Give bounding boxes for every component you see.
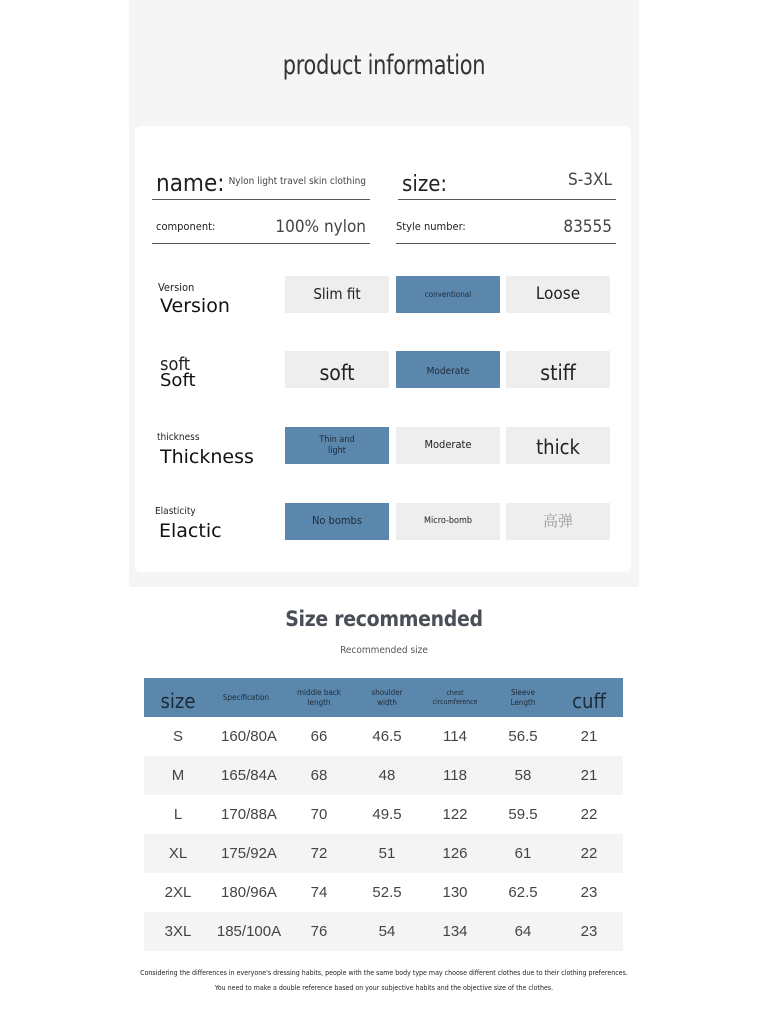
cell-shoulder-width: 52.5 bbox=[372, 884, 402, 901]
cell-specification: 175/92A bbox=[221, 845, 277, 862]
cell-size: S bbox=[172, 728, 183, 745]
header-chest-circumference: chest circumference bbox=[432, 689, 478, 706]
cell-size: M bbox=[171, 767, 185, 784]
cell-size: 3XL bbox=[164, 923, 192, 940]
header-specification: Specification bbox=[222, 692, 270, 702]
style-number-value: 83555 bbox=[563, 217, 612, 237]
elasticity-option-no-bombs: No bombs bbox=[285, 503, 389, 540]
cell-chest: 134 bbox=[442, 923, 468, 940]
cell-cuff: 22 bbox=[580, 845, 598, 862]
thickness-option-thick: thick bbox=[506, 427, 610, 464]
table-row bbox=[144, 756, 623, 795]
soft-label-small: soft bbox=[160, 354, 191, 375]
elasticity-label-large: Elactic bbox=[159, 520, 222, 542]
cell-back-length: 76 bbox=[310, 923, 328, 940]
size-value: S-3XL bbox=[568, 170, 612, 190]
cell-size: L bbox=[173, 806, 183, 823]
cell-cuff: 21 bbox=[580, 767, 598, 784]
table-row bbox=[144, 795, 623, 834]
softness-option-moderate: Moderate bbox=[396, 351, 500, 388]
cell-chest: 122 bbox=[442, 806, 468, 823]
cell-specification: 160/80A bbox=[221, 728, 277, 745]
size-table bbox=[144, 678, 623, 951]
version-option-conventional: conventional bbox=[396, 276, 500, 313]
thickness-option-moderate: Moderate bbox=[396, 427, 500, 464]
cell-sleeve-length: 59.5 bbox=[508, 806, 538, 823]
cell-back-length: 74 bbox=[310, 884, 328, 901]
footnote-line-1: Considering the differences in everyone's dressing habits, people with the same body type may choose different clothes due to their clothing preferences. bbox=[140, 969, 628, 977]
cell-back-length: 66 bbox=[310, 728, 328, 745]
cell-back-length: 68 bbox=[310, 767, 328, 784]
cell-size: 2XL bbox=[164, 884, 192, 901]
thickness-label-small: thickness bbox=[157, 432, 200, 443]
header-shoulder-width: shoulder width bbox=[371, 687, 403, 707]
cell-specification: 185/100A bbox=[216, 923, 282, 940]
cell-size: XL bbox=[168, 845, 188, 862]
cell-back-length: 72 bbox=[310, 845, 328, 862]
component-value: 100% nylon bbox=[275, 217, 366, 237]
elasticity-option-micro-bomb: Micro-bomb bbox=[396, 503, 500, 540]
soft-label-large: Soft bbox=[160, 370, 196, 391]
table-row bbox=[144, 717, 623, 756]
style-number-label: Style number: bbox=[396, 220, 466, 233]
cell-chest: 126 bbox=[442, 845, 468, 862]
size-recommended-title: Size recommended bbox=[285, 607, 483, 631]
header-middle-back-length: middle back length bbox=[297, 687, 341, 707]
version-label-small: Version bbox=[158, 281, 195, 294]
cell-sleeve-length: 56.5 bbox=[508, 728, 538, 745]
name-label: name: bbox=[156, 169, 225, 197]
header-size: size bbox=[160, 688, 196, 713]
size-table-header bbox=[144, 678, 623, 717]
cell-specification: 170/88A bbox=[221, 806, 277, 823]
cell-specification: 165/84A bbox=[221, 767, 277, 784]
cell-chest: 114 bbox=[443, 728, 467, 745]
cell-sleeve-length: 62.5 bbox=[508, 884, 538, 901]
thickness-label-large: Thickness bbox=[160, 446, 254, 468]
product-info-title: product information bbox=[282, 50, 486, 81]
cell-specification: 180/96A bbox=[221, 884, 277, 901]
cell-sleeve-length: 64 bbox=[514, 923, 532, 940]
cell-shoulder-width: 49.5 bbox=[372, 806, 402, 823]
table-row bbox=[144, 873, 623, 912]
elasticity-label-small: Elasticity bbox=[155, 506, 196, 517]
component-field bbox=[152, 208, 370, 244]
thickness-option-thin-and-light: Thin and light bbox=[285, 427, 389, 464]
cell-back-length: 70 bbox=[310, 806, 328, 823]
elasticity-option-high-elastic: 高弹 bbox=[506, 503, 610, 540]
cell-shoulder-width: 46.5 bbox=[372, 728, 402, 745]
version-label-large: Version bbox=[160, 295, 230, 317]
table-row bbox=[144, 912, 623, 951]
cell-shoulder-width: 54 bbox=[378, 923, 396, 940]
softness-option-soft: soft bbox=[285, 351, 389, 388]
version-option-slim-fit: Slim fit bbox=[285, 276, 389, 313]
cell-sleeve-length: 58 bbox=[514, 767, 532, 784]
cell-cuff: 23 bbox=[580, 923, 598, 940]
cell-shoulder-width: 48 bbox=[378, 767, 396, 784]
name-value: Nylon light travel skin clothing bbox=[228, 176, 366, 187]
footnote-line-2: You need to make a double reference based on your subjective habits and the objective size of the clothes. bbox=[214, 984, 554, 992]
cell-cuff: 22 bbox=[580, 806, 598, 823]
size-field bbox=[398, 160, 616, 200]
cell-cuff: 23 bbox=[580, 884, 598, 901]
size-label: size: bbox=[402, 172, 448, 197]
version-option-loose: Loose bbox=[506, 276, 610, 313]
cell-cuff: 21 bbox=[580, 728, 598, 745]
softness-option-stiff: stiff bbox=[506, 351, 610, 388]
header-cuff: cuff bbox=[572, 688, 606, 713]
cell-sleeve-length: 61 bbox=[514, 845, 532, 862]
cell-chest: 118 bbox=[443, 767, 467, 784]
cell-shoulder-width: 51 bbox=[378, 845, 396, 862]
component-label: component: bbox=[156, 220, 216, 233]
cell-chest: 130 bbox=[442, 884, 468, 901]
header-sleeve-length: Sleeve Length bbox=[510, 687, 536, 707]
name-field bbox=[152, 160, 370, 200]
table-row bbox=[144, 834, 623, 873]
size-recommended-subtitle: Recommended size bbox=[340, 645, 428, 656]
style-number-field bbox=[396, 208, 616, 244]
